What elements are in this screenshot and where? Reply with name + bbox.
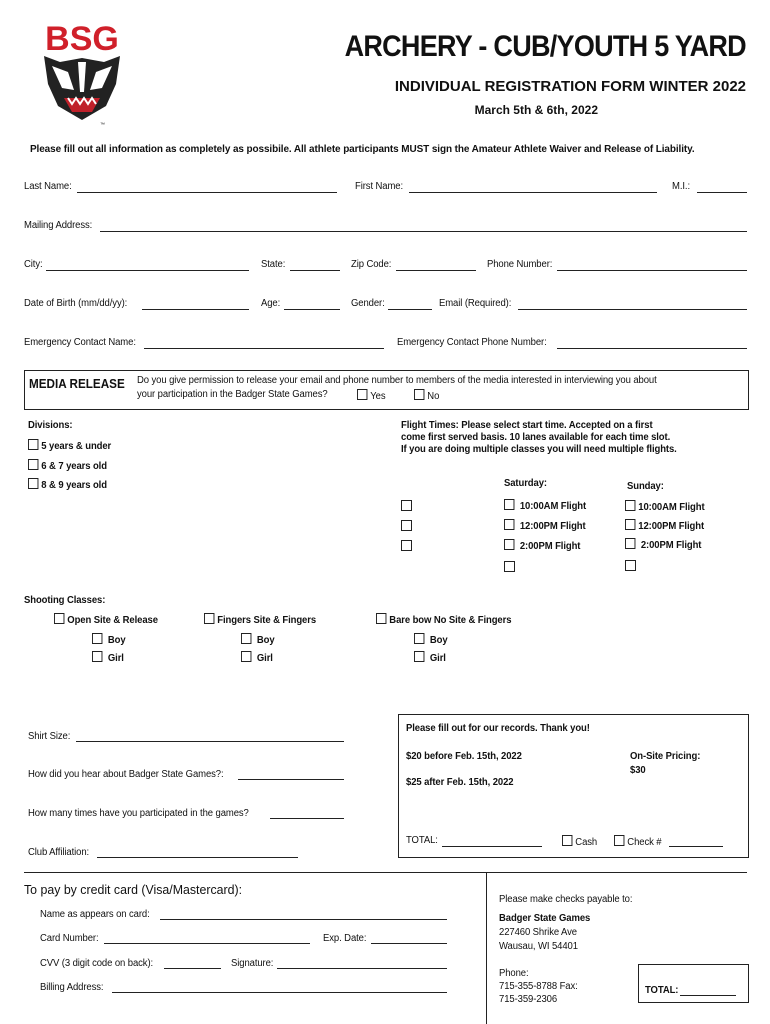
check-label: Check # bbox=[627, 837, 662, 848]
emergency-phone-field[interactable] bbox=[557, 348, 747, 349]
division-option[interactable] bbox=[28, 459, 107, 472]
dob-field[interactable] bbox=[142, 309, 249, 310]
sunday-label: Sunday: bbox=[627, 481, 664, 492]
saturday-flight-option[interactable] bbox=[504, 499, 586, 512]
pricing-total-field[interactable] bbox=[442, 846, 542, 847]
card-number-label: Card Number: bbox=[40, 933, 99, 944]
shooting-class-checkbox[interactable] bbox=[204, 613, 214, 624]
org-address-1: 227460 Shrike Ave bbox=[499, 927, 577, 938]
flight-instructions-3: If you are doing multiple classes you will need multiple flights. bbox=[401, 444, 677, 455]
pricing-note: Please fill out for our records. Thank you! bbox=[406, 723, 590, 734]
exp-date-field[interactable] bbox=[371, 943, 447, 944]
org-fax: 715-359-2306 bbox=[499, 994, 558, 1005]
flight-time-label: 12:00PM Flight bbox=[519, 521, 586, 532]
divider bbox=[24, 872, 747, 873]
shooting-class-checkbox[interactable] bbox=[376, 613, 386, 624]
girl-checkbox[interactable] bbox=[414, 651, 424, 662]
last-name-label: Last Name: bbox=[24, 181, 72, 192]
division-label: 8 & 9 years old bbox=[41, 480, 107, 491]
flight-extra-checkbox[interactable] bbox=[401, 520, 412, 531]
boy-option[interactable] bbox=[414, 633, 448, 646]
email-field[interactable] bbox=[518, 309, 747, 310]
flight-extra-checkbox[interactable] bbox=[401, 540, 412, 551]
instructions: Please fill out all information as completely as possibile. All athlete participants MUST sign the Amateur Athlete Waiver and Release of Liability. bbox=[30, 143, 695, 155]
girl-label: Girl bbox=[429, 653, 446, 664]
email-label: Email (Required): bbox=[439, 298, 512, 309]
girl-option[interactable] bbox=[241, 651, 273, 664]
phone-label-bottom: Phone: bbox=[499, 968, 529, 979]
org-phone: 715-355-8788 Fax: bbox=[499, 981, 578, 992]
total-box-label: TOTAL: bbox=[645, 985, 679, 996]
mailing-field[interactable] bbox=[100, 231, 747, 232]
shooting-class-option[interactable] bbox=[54, 613, 158, 626]
check-number-field[interactable] bbox=[669, 846, 723, 847]
media-release-question: Do you give permission to release your email and phone number to members of the media interested in interviewing you about bbox=[137, 375, 657, 386]
check-checkbox[interactable] bbox=[614, 835, 624, 846]
price-after: $25 after Feb. 15th, 2022 bbox=[406, 777, 514, 788]
flight-checkbox[interactable] bbox=[625, 500, 635, 511]
org-address-2: Wausau, WI 54401 bbox=[499, 941, 578, 952]
girl-checkbox[interactable] bbox=[241, 651, 251, 662]
boy-checkbox[interactable] bbox=[92, 633, 102, 644]
boy-checkbox[interactable] bbox=[241, 633, 251, 644]
flight-time-label: 10:00AM Flight bbox=[519, 501, 587, 512]
org-name: Badger State Games bbox=[499, 913, 591, 924]
billing-address-field[interactable] bbox=[112, 992, 447, 993]
media-no-label: No bbox=[427, 391, 440, 402]
heard-field[interactable] bbox=[238, 779, 344, 780]
media-yes-checkbox[interactable] bbox=[357, 389, 367, 400]
first-name-label: First Name: bbox=[355, 181, 404, 192]
gender-label: Gender: bbox=[351, 298, 385, 309]
division-checkbox[interactable] bbox=[28, 439, 38, 450]
city-label: City: bbox=[24, 259, 43, 270]
zip-field[interactable] bbox=[396, 270, 476, 271]
division-checkbox[interactable] bbox=[28, 478, 38, 489]
sunday-flight-option[interactable] bbox=[625, 519, 704, 532]
cash-label: Cash bbox=[575, 837, 598, 848]
state-label: State: bbox=[261, 259, 286, 270]
card-name-label: Name as appears on card: bbox=[40, 909, 150, 920]
girl-label: Girl bbox=[256, 653, 273, 664]
boy-label: Boy bbox=[256, 635, 275, 646]
shooting-classes-label: Shooting Classes: bbox=[24, 595, 106, 606]
division-option[interactable] bbox=[28, 439, 111, 452]
media-release-question-2: your participation in the Badger State Games? bbox=[137, 389, 328, 400]
times-label: How many times have you participated in the games? bbox=[28, 808, 249, 819]
heard-label: How did you hear about Badger State Games?: bbox=[28, 769, 224, 780]
phone-field[interactable] bbox=[557, 270, 747, 271]
cvv-label: CVV (3 digit code on back): bbox=[40, 958, 154, 969]
state-field[interactable] bbox=[290, 270, 340, 271]
girl-checkbox[interactable] bbox=[92, 651, 102, 662]
flight-time-label: 12:00PM Flight bbox=[638, 521, 705, 532]
flight-extra-checkbox[interactable] bbox=[625, 560, 636, 571]
dob-label: Date of Birth (mm/dd/yy): bbox=[24, 298, 128, 309]
media-no-checkbox[interactable] bbox=[414, 389, 424, 400]
flight-checkbox[interactable] bbox=[625, 538, 635, 549]
saturday-flight-option[interactable] bbox=[504, 519, 586, 532]
card-number-field[interactable] bbox=[104, 943, 310, 944]
flight-checkbox[interactable] bbox=[504, 539, 514, 550]
mailing-label: Mailing Address: bbox=[24, 220, 93, 231]
shooting-class-option[interactable] bbox=[204, 613, 316, 626]
shirt-size-field[interactable] bbox=[76, 741, 344, 742]
mi-label: M.I.: bbox=[672, 181, 691, 192]
boy-label: Boy bbox=[429, 635, 448, 646]
check-option[interactable] bbox=[614, 835, 662, 848]
emergency-name-label: Emergency Contact Name: bbox=[24, 337, 136, 348]
cash-option[interactable] bbox=[562, 835, 597, 848]
saturday-label: Saturday: bbox=[504, 478, 547, 489]
flight-extra-checkbox[interactable] bbox=[401, 500, 412, 511]
flight-checkbox[interactable] bbox=[504, 519, 514, 530]
payable-label: Please make checks payable to: bbox=[499, 894, 633, 905]
media-yes-label: Yes bbox=[370, 391, 386, 402]
media-no-option[interactable] bbox=[414, 389, 439, 402]
event-dates: March 5th & 6th, 2022 bbox=[474, 103, 598, 117]
svg-text:™: ™ bbox=[100, 122, 105, 128]
division-option[interactable] bbox=[28, 478, 107, 491]
emergency-name-field[interactable] bbox=[144, 348, 384, 349]
bsg-logo bbox=[26, 22, 138, 128]
total-box bbox=[638, 964, 749, 1003]
media-yes-option[interactable] bbox=[357, 389, 386, 402]
girl-option[interactable] bbox=[92, 651, 124, 664]
divider-vertical bbox=[486, 872, 487, 1024]
divisions-label: Divisions: bbox=[28, 420, 73, 431]
phone-label: Phone Number: bbox=[487, 259, 553, 270]
cash-checkbox[interactable] bbox=[562, 835, 572, 846]
city-field[interactable] bbox=[46, 270, 249, 271]
billing-address-label: Billing Address: bbox=[40, 982, 104, 993]
credit-card-title: To pay by credit card (Visa/Mastercard): bbox=[24, 882, 243, 897]
shooting-class-label: Open Site & Release bbox=[67, 615, 158, 626]
girl-option[interactable] bbox=[414, 651, 446, 664]
age-label: Age: bbox=[261, 298, 281, 309]
club-label: Club Affiliation: bbox=[28, 847, 90, 858]
shooting-class-option[interactable] bbox=[376, 613, 511, 626]
onsite-price: $30 bbox=[630, 765, 646, 776]
zip-label: Zip Code: bbox=[351, 259, 392, 270]
last-name-field[interactable] bbox=[77, 192, 337, 193]
sunday-flight-option[interactable] bbox=[625, 538, 701, 551]
shirt-size-label: Shirt Size: bbox=[28, 731, 71, 742]
signature-field[interactable] bbox=[277, 968, 447, 969]
gender-field[interactable] bbox=[388, 309, 432, 310]
pricing-total-label: TOTAL: bbox=[406, 835, 438, 846]
division-checkbox[interactable] bbox=[28, 459, 38, 470]
sunday-flight-option[interactable] bbox=[625, 500, 705, 513]
flight-time-label: 2:00PM Flight bbox=[519, 541, 581, 552]
total-box-field[interactable] bbox=[680, 995, 736, 996]
boy-option[interactable] bbox=[241, 633, 275, 646]
age-field[interactable] bbox=[284, 309, 340, 310]
flight-time-label: 2:00PM Flight bbox=[640, 540, 702, 551]
times-field[interactable] bbox=[270, 818, 344, 819]
division-label: 5 years & under bbox=[41, 441, 112, 452]
cvv-field[interactable] bbox=[164, 968, 221, 969]
price-before: $20 before Feb. 15th, 2022 bbox=[406, 751, 522, 762]
boy-label: Boy bbox=[107, 635, 126, 646]
flight-instructions: Flight Times: Please select start time. Accepted on a first bbox=[401, 420, 653, 431]
onsite-pricing-label: On-Site Pricing: bbox=[630, 751, 701, 762]
emergency-phone-label: Emergency Contact Phone Number: bbox=[397, 337, 547, 348]
shooting-class-checkbox[interactable] bbox=[54, 613, 64, 624]
shooting-class-label: Bare bow No Site & Fingers bbox=[389, 615, 512, 626]
logo-text: BSG bbox=[45, 22, 119, 58]
saturday-flight-option[interactable] bbox=[504, 539, 580, 552]
page-subtitle: INDIVIDUAL REGISTRATION FORM WINTER 2022 bbox=[394, 78, 746, 95]
exp-date-label: Exp. Date: bbox=[323, 933, 367, 944]
page-title: ARCHERY - CUB/YOUTH 5 YARD bbox=[344, 30, 746, 63]
division-label: 6 & 7 years old bbox=[41, 461, 107, 472]
club-field[interactable] bbox=[97, 857, 298, 858]
flight-extra-checkbox[interactable] bbox=[504, 561, 515, 572]
first-name-field[interactable] bbox=[409, 192, 657, 193]
flight-instructions-2: come first served basis. 10 lanes available for each time slot. bbox=[401, 432, 671, 443]
media-release-label: MEDIA RELEASE bbox=[29, 376, 125, 391]
mi-field[interactable] bbox=[697, 192, 747, 193]
shooting-class-label: Fingers Site & Fingers bbox=[217, 615, 317, 626]
girl-label: Girl bbox=[107, 653, 124, 664]
flight-checkbox[interactable] bbox=[625, 519, 635, 530]
boy-option[interactable] bbox=[92, 633, 126, 646]
flight-checkbox[interactable] bbox=[504, 499, 514, 510]
boy-checkbox[interactable] bbox=[414, 633, 424, 644]
signature-label: Signature: bbox=[231, 958, 274, 969]
flight-time-label: 10:00AM Flight bbox=[638, 502, 705, 513]
card-name-field[interactable] bbox=[160, 919, 447, 920]
